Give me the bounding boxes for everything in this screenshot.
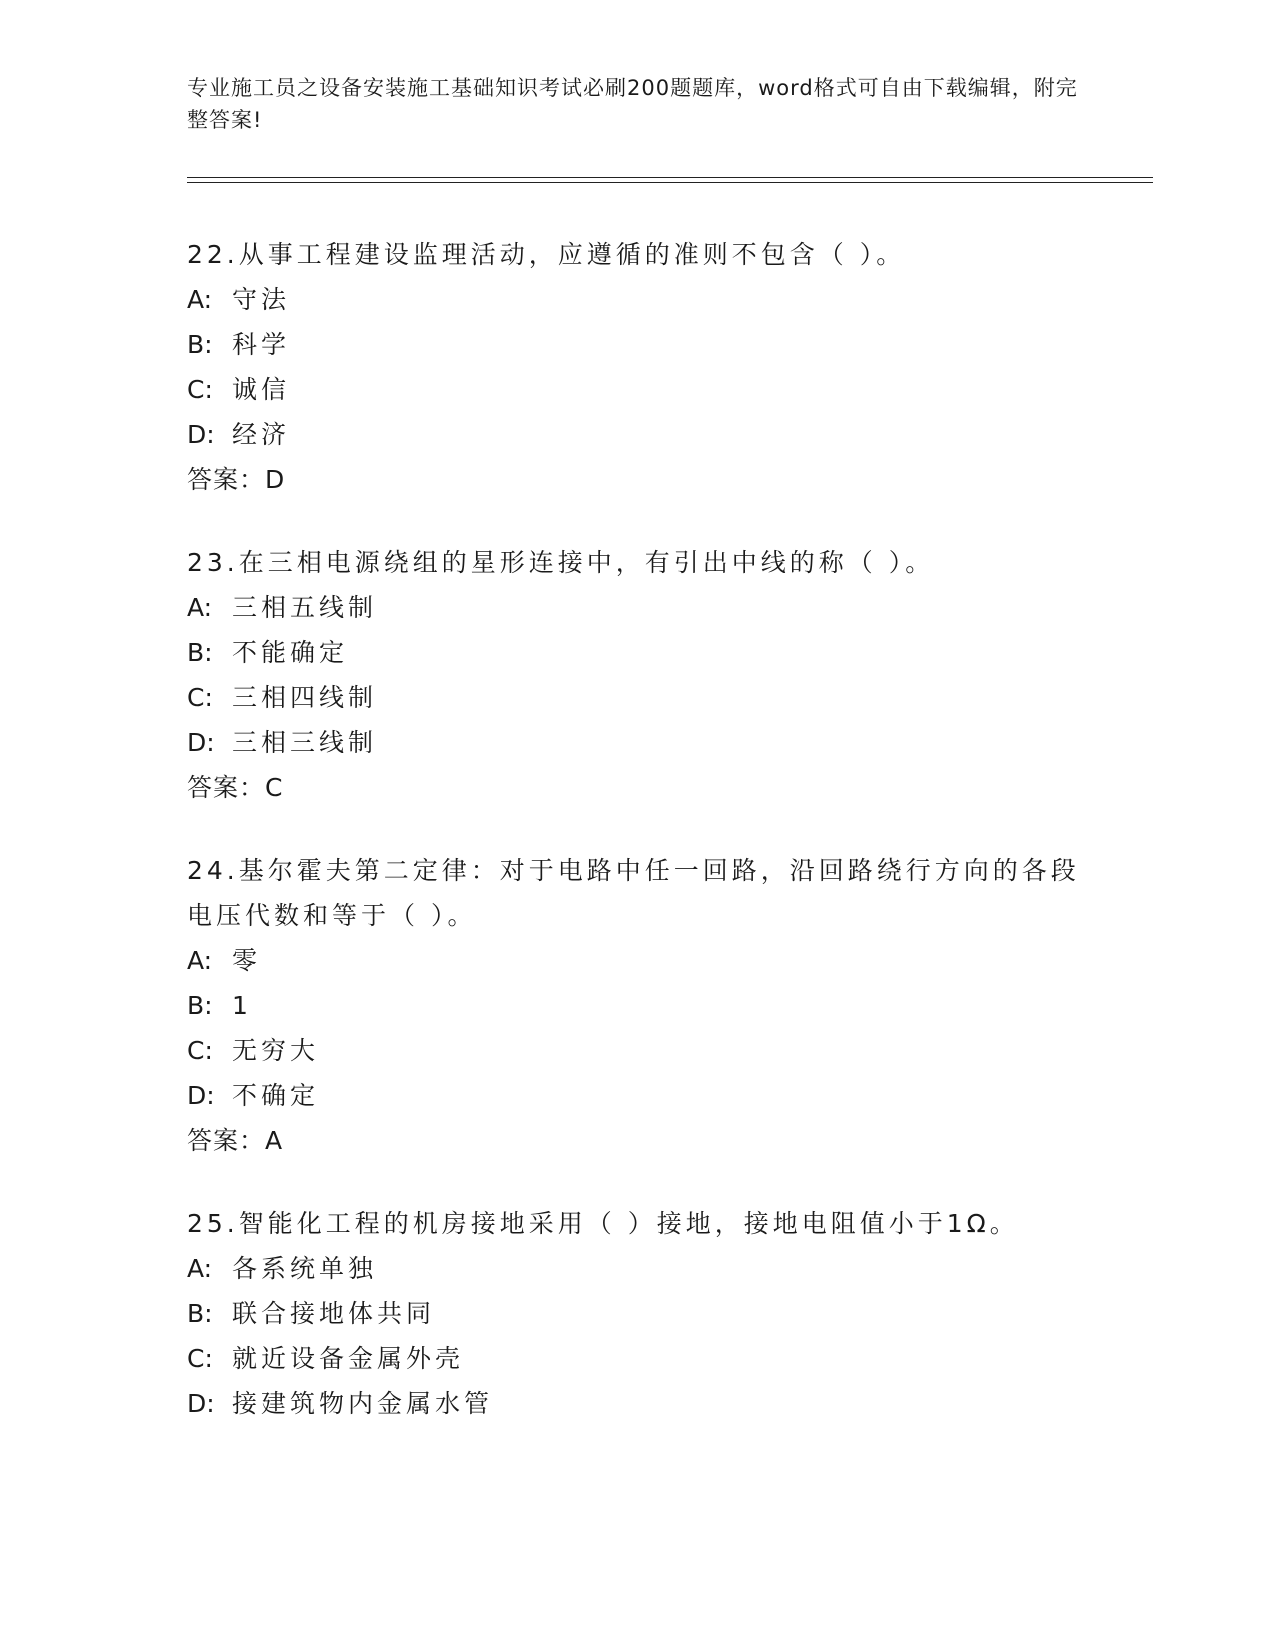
option-b (187, 1291, 1107, 1336)
option-a (187, 1246, 1107, 1291)
option-letter: D: (187, 1389, 215, 1418)
answer-label: 答案： (187, 773, 266, 802)
option-letter: A: (187, 285, 213, 314)
question-22 (187, 232, 1107, 502)
option-a (187, 277, 1107, 322)
option-letter: B: (187, 991, 213, 1020)
option-text: 零 (232, 946, 262, 975)
option-text: 就近设备金属外壳 (232, 1344, 465, 1373)
question-list (187, 232, 1107, 1464)
question-text: 25.智能化工程的机房接地采用（ ）接地，接地电阻值小于1Ω。 (187, 1209, 1019, 1238)
option-letter: C: (187, 1344, 213, 1373)
option-letter: A: (187, 1254, 213, 1283)
option-text: 接建筑物内金属水管 (232, 1389, 494, 1418)
option-letter: D: (187, 728, 215, 757)
option-letter: B: (187, 638, 213, 667)
option-text: 科学 (232, 330, 291, 359)
option-text: 各系统单独 (232, 1254, 378, 1283)
option-letter: C: (187, 683, 213, 712)
option-c (187, 367, 1107, 412)
answer-line (187, 1118, 1107, 1163)
option-c (187, 1028, 1107, 1073)
option-letter: A: (187, 593, 213, 622)
question-text: 22.从事工程建设监理活动，应遵循的准则不包含（ ）。 (187, 240, 906, 269)
answer-line (187, 457, 1107, 502)
option-d (187, 720, 1107, 765)
answer-label: 答案： (187, 1126, 266, 1155)
answer-value: D (265, 465, 285, 494)
option-text: 不能确定 (232, 638, 349, 667)
answer-label: 答案： (187, 465, 266, 494)
question-23 (187, 540, 1107, 810)
option-letter: B: (187, 330, 213, 359)
option-b (187, 630, 1107, 675)
option-a (187, 938, 1107, 983)
header-divider (187, 177, 1153, 183)
option-c (187, 1336, 1107, 1381)
question-text: 23.在三相电源绕组的星形连接中，有引出中线的称（ ）。 (187, 548, 935, 577)
question-25 (187, 1201, 1107, 1426)
option-a (187, 585, 1107, 630)
option-d (187, 1073, 1107, 1118)
option-text: 三相四线制 (232, 683, 378, 712)
option-text: 三相五线制 (232, 593, 378, 622)
option-letter: B: (187, 1299, 213, 1328)
option-letter: D: (187, 420, 215, 449)
option-d (187, 412, 1107, 457)
option-text: 1 (232, 991, 252, 1020)
document-header: 专业施工员之设备安装施工基础知识考试必刷200题题库，word格式可自由下载编辑，附完整答案! (187, 76, 1078, 132)
question-24 (187, 848, 1107, 1163)
option-text: 守法 (232, 285, 291, 314)
option-text: 经济 (232, 420, 291, 449)
option-text: 无穷大 (232, 1036, 320, 1065)
answer-line (187, 765, 1107, 810)
answer-value: C (265, 773, 283, 802)
option-letter: D: (187, 1081, 215, 1110)
option-text: 不确定 (232, 1081, 320, 1110)
option-c (187, 675, 1107, 720)
option-text: 联合接地体共同 (232, 1299, 436, 1328)
option-letter: A: (187, 946, 213, 975)
answer-value: A (265, 1126, 283, 1155)
option-d (187, 1381, 1107, 1426)
option-b (187, 322, 1107, 367)
option-b (187, 983, 1107, 1028)
option-letter: C: (187, 1036, 213, 1065)
option-text: 三相三线制 (232, 728, 378, 757)
question-text: 24.基尔霍夫第二定律：对于电路中任一回路，沿回路绕行方向的各段电压代数和等于（ ）。 (187, 856, 1080, 930)
option-letter: C: (187, 375, 213, 404)
option-text: 诚信 (232, 375, 291, 404)
